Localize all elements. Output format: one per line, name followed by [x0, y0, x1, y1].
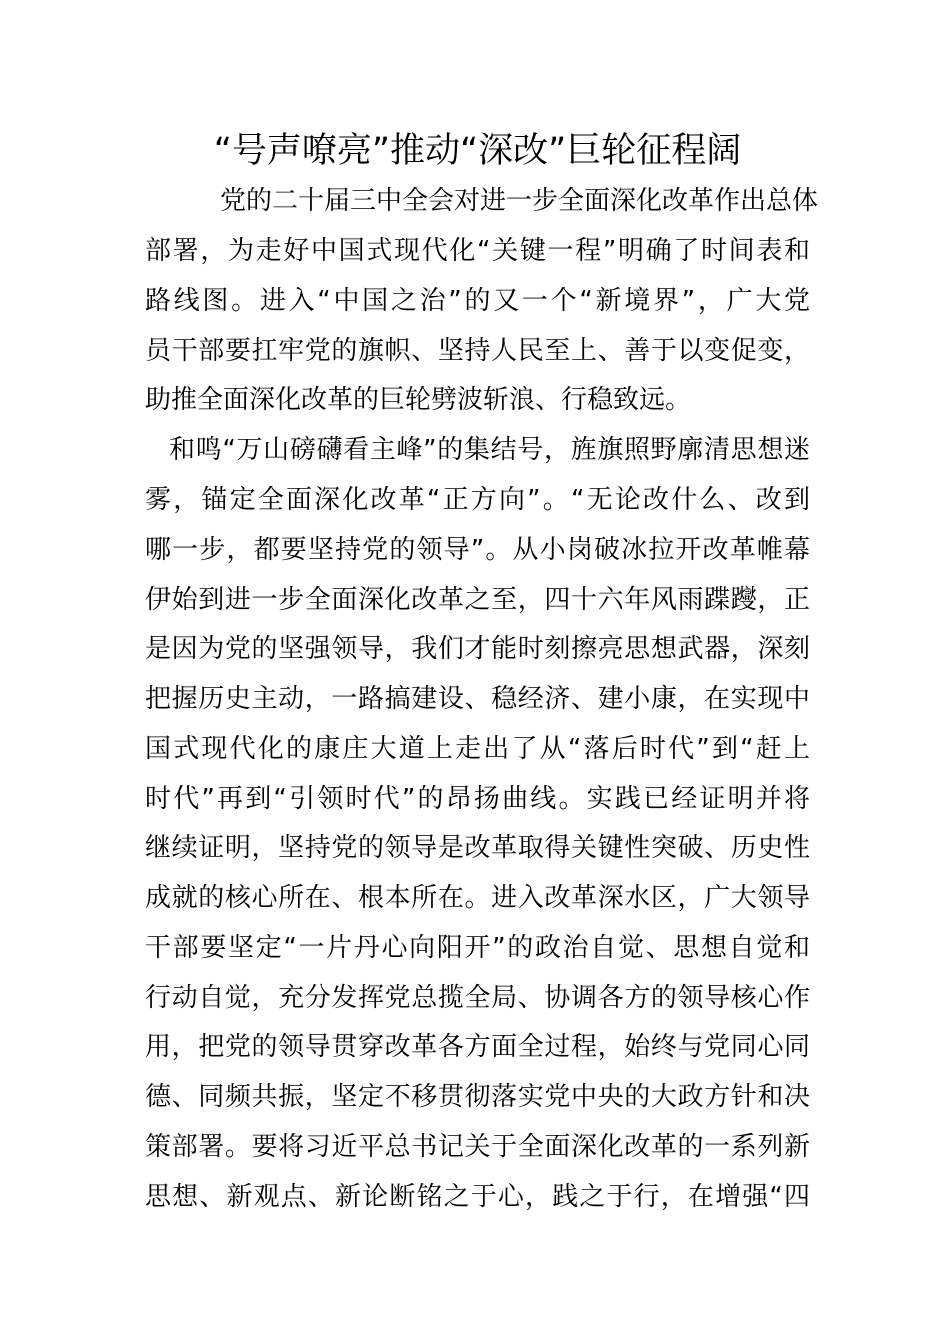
text-line: 哪一步，都要坚持党的领导”。从小岗破冰拉开改革帷幕 — [145, 535, 810, 565]
text-line: 员干部要扛牢党的旗帜、坚持人民至上、善于以变促变， — [145, 336, 810, 366]
text-line: 思想、新观点、新论断铭之于心，践之于行，在增强“四 — [145, 1182, 810, 1212]
text-line: 党的二十届三中全会对进一步全面深化改革作出总体 — [220, 186, 819, 216]
text-line: 国式现代化的康庄大道上走出了从“落后时代”到“赶上 — [145, 734, 810, 764]
text-line: 是因为党的坚强领导，我们才能时刻擦亮思想武器，深刻 — [145, 634, 810, 664]
text-line: 德、同频共振，坚定不移贯彻落实党中央的大政方针和决 — [145, 1082, 810, 1112]
text-line: 时代”再到“引领时代”的昂扬曲线。实践已经证明并将 — [145, 784, 810, 814]
text-line: 成就的核心所在、根本所在。进入改革深水区，广大领导 — [145, 883, 810, 913]
text-line: 雾，锚定全面深化改革“正方向”。“无论改什么、改到 — [145, 485, 810, 515]
document-title: “号声嘹亮”推动“深改”巨轮征程阔 — [213, 131, 742, 171]
text-line: 继续证明，坚持党的领导是改革取得关键性突破、历史性 — [145, 833, 810, 863]
text-line: 行动自觉，充分发挥党总揽全局、协调各方的领导核心作 — [145, 983, 810, 1013]
text-line: 部署，为走好中国式现代化“关键一程”明确了时间表和 — [145, 236, 810, 266]
text-line: 伊始到进一步全面深化改革之至，四十六年风雨蹀躞，正 — [145, 585, 810, 615]
text-line: 策部署。要将习近平总书记关于全面深化改革的一系列新 — [145, 1132, 810, 1162]
text-line: 用，把党的领导贯穿改革各方面全过程，始终与党同心同 — [145, 1032, 810, 1062]
text-line: 和鸣“万山磅礴看主峰”的集结号，旌旗照野廓清思想迷 — [169, 435, 810, 465]
text-line: 路线图。进入“中国之治”的又一个“新境界”，广大党 — [145, 286, 810, 316]
text-line: 助推全面深化改革的巨轮劈波斩浪、行稳致远。 — [145, 385, 692, 415]
text-line: 干部要坚定“一片丹心向阳开”的政治自觉、思想自觉和 — [145, 933, 810, 963]
text-line: 把握历史主动，一路搞建设、稳经济、建小康，在实现中 — [145, 684, 810, 714]
